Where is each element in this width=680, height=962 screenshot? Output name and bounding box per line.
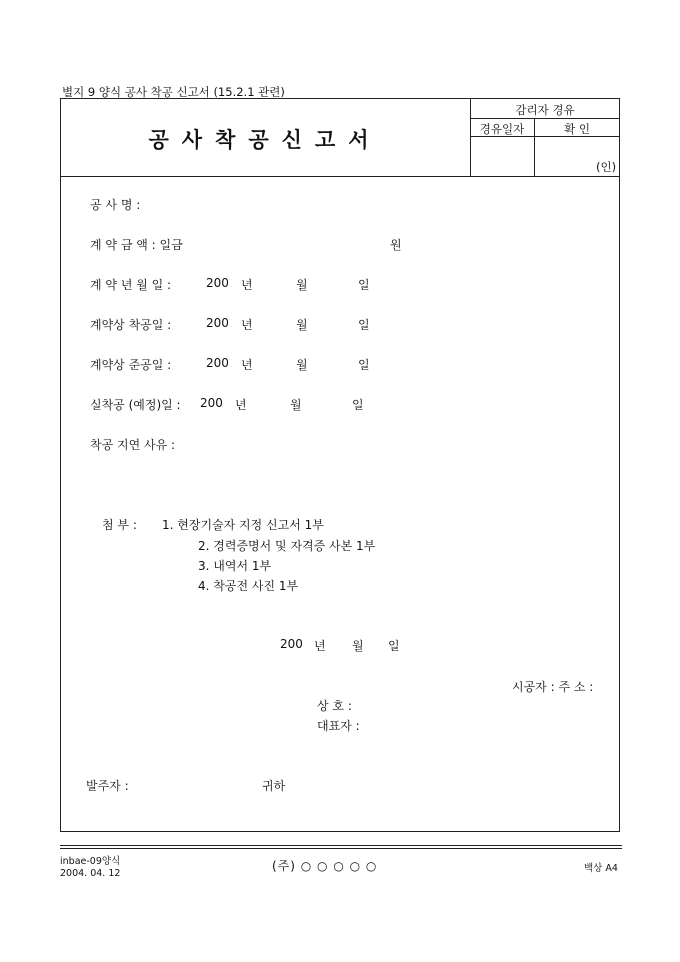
actual-start-month: 월 xyxy=(290,398,302,412)
footer-rule-top xyxy=(60,845,622,846)
start-date-day: 일 xyxy=(358,318,370,332)
paper-spec: 백상 A4 xyxy=(584,863,618,874)
sign-date-day: 일 xyxy=(388,639,400,653)
attachment-item: 1. 현장기술자 지정 신고서 1부 xyxy=(162,518,324,532)
attachment-item: 4. 착공전 사진 1부 xyxy=(198,579,299,593)
form-date: 2004. 04. 12 xyxy=(60,868,121,879)
project-name-label: 공 사 명 : xyxy=(90,198,141,212)
attachments-label: 첨 부 : xyxy=(102,518,137,532)
completion-date-month: 월 xyxy=(296,358,308,372)
contract-date-month: 월 xyxy=(296,278,308,292)
actual-start-year: 년 xyxy=(235,398,247,412)
contract-date-year-prefix: 200 xyxy=(206,276,229,290)
contract-amount-unit: 원 xyxy=(390,238,402,252)
sign-date-month: 월 xyxy=(352,639,364,653)
contractor-address-label: 시공자 : 주 소 : xyxy=(512,680,594,694)
start-date-year-prefix: 200 xyxy=(206,316,229,330)
completion-date-day: 일 xyxy=(358,358,370,372)
form-caption: 별지 9 양식 공사 착공 신고서 (15.2.1 관련) xyxy=(62,85,285,99)
actual-start-day: 일 xyxy=(352,398,364,412)
approval-date-header: 경유일자 xyxy=(479,122,525,136)
attachment-item: 3. 내역서 1부 xyxy=(198,559,272,573)
contract-date-label: 계 약 년 월 일 : xyxy=(90,278,172,292)
actual-start-label: 실착공 (예정)일 : xyxy=(90,398,181,412)
form-code: inbae-09양식 xyxy=(60,856,121,867)
footer-rule-bottom xyxy=(60,848,622,849)
start-date-month: 월 xyxy=(296,318,308,332)
completion-date-label: 계약상 준공일 : xyxy=(90,358,172,372)
actual-start-year-prefix: 200 xyxy=(200,396,223,410)
contract-date-year: 년 xyxy=(241,278,253,292)
completion-date-year: 년 xyxy=(241,358,253,372)
delay-reason-label: 착공 지연 사유 : xyxy=(90,438,176,452)
client-label: 발주자 : xyxy=(86,779,129,793)
approval-header: 감리자 경유 xyxy=(515,103,575,117)
representative-label: 대표자 : xyxy=(317,719,360,733)
contract-amount-label: 계 약 금 액 : 일금 xyxy=(90,238,183,252)
form-title: 공사착공신고서 xyxy=(148,127,382,152)
sign-date-year: 년 xyxy=(314,639,326,653)
approval-header-line xyxy=(470,118,620,119)
company-name-label: 상 호 : xyxy=(317,699,352,713)
completion-date-year-prefix: 200 xyxy=(206,356,229,370)
start-date-label: 계약상 착공일 : xyxy=(90,318,172,332)
footer-company: (주) ○ ○ ○ ○ ○ xyxy=(272,859,378,873)
client-honorific: 귀하 xyxy=(262,779,286,793)
header-divider xyxy=(60,176,620,177)
attachment-item: 2. 경력증명서 및 자격증 사본 1부 xyxy=(198,539,376,553)
approval-confirm-header: 확 인 xyxy=(564,122,590,136)
seal-mark: (인) xyxy=(596,160,617,174)
contract-date-day: 일 xyxy=(358,278,370,292)
start-date-year: 년 xyxy=(241,318,253,332)
sign-date-year-prefix: 200 xyxy=(280,637,303,651)
